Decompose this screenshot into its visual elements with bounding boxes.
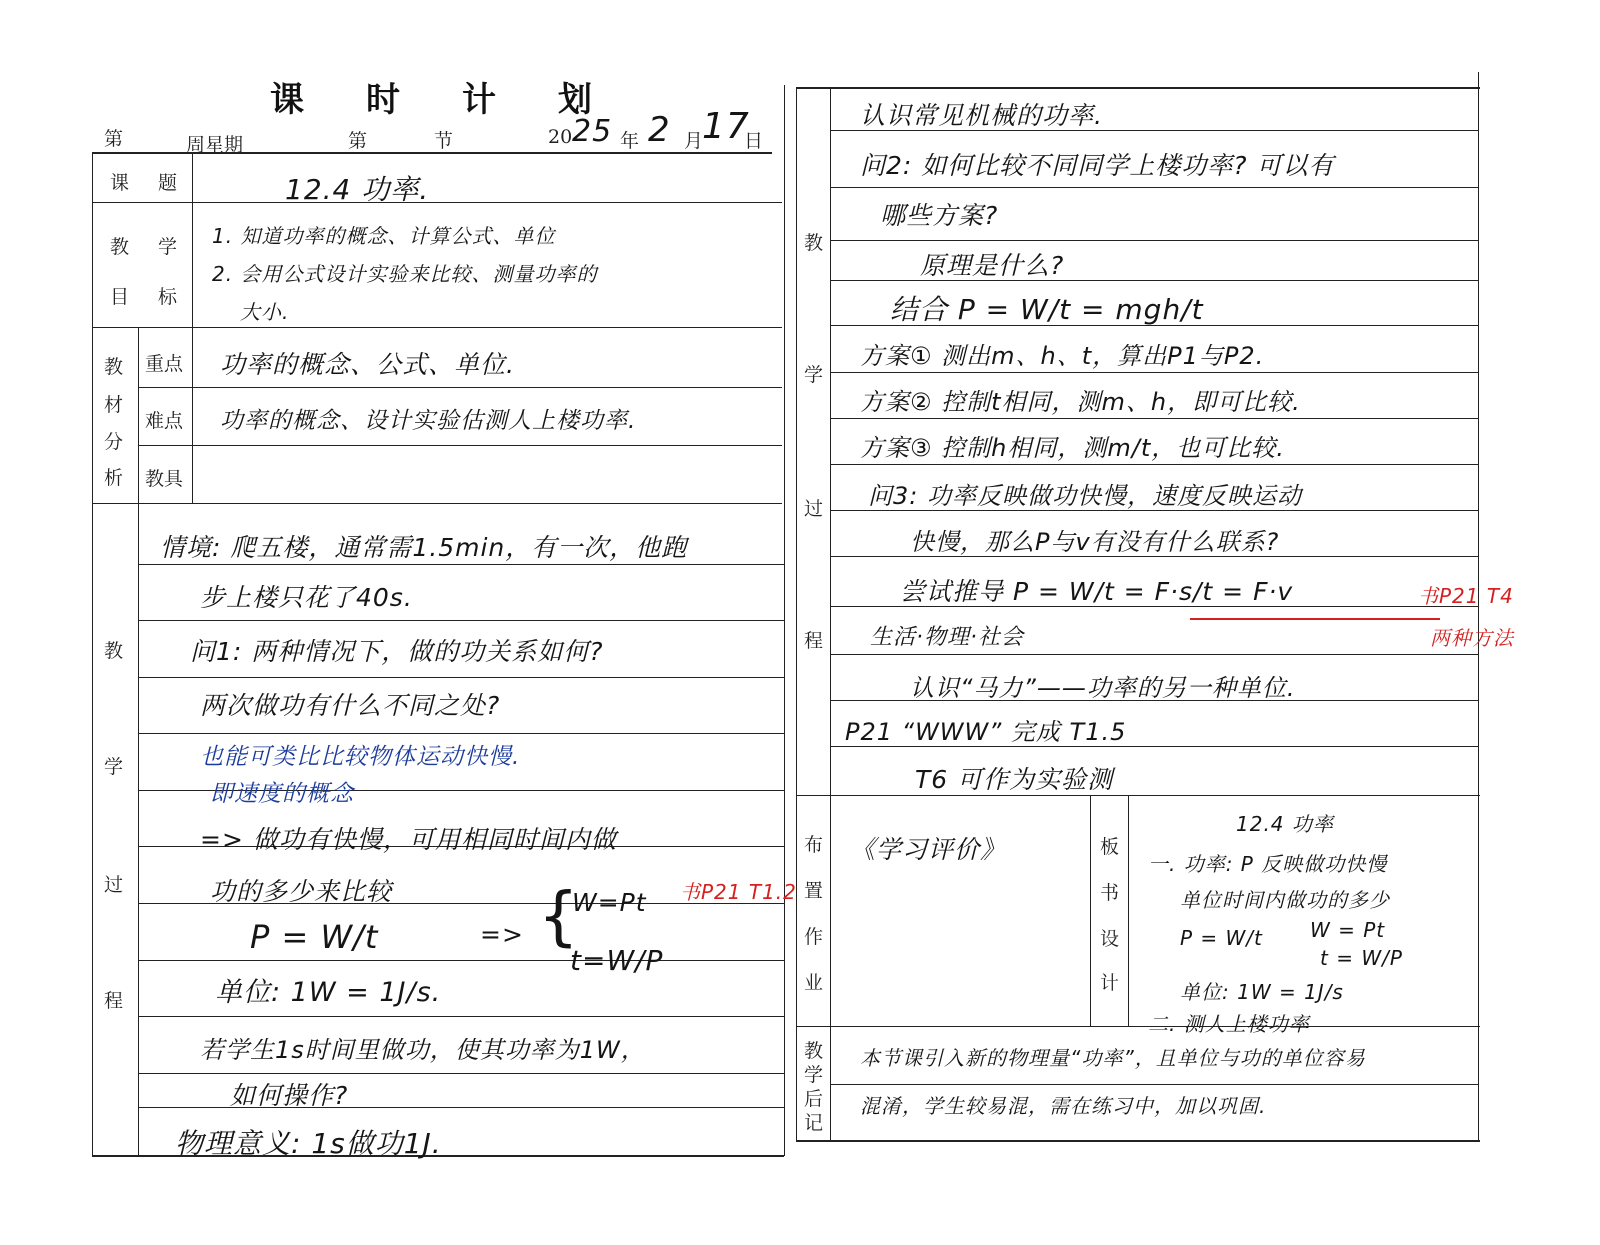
process-line: 步上楼只花了40s. (200, 583, 413, 612)
rule (830, 325, 1478, 326)
rule (830, 87, 831, 1140)
topic-value: 12.4 功率. (285, 173, 430, 206)
r-process-label: 学 (804, 364, 824, 386)
rule (92, 152, 93, 1156)
rule (138, 387, 782, 388)
rule (1478, 72, 1479, 1140)
homework-label: 业 (804, 972, 824, 994)
objective-line: 2. 会用公式设计实验来比较、测量功率的 (212, 262, 598, 286)
rule (138, 960, 784, 961)
board-line: 12.4 功率 (1236, 812, 1334, 836)
objectives-label: 教 (110, 236, 130, 258)
reflection-label: 教 (804, 1040, 824, 1062)
rule (796, 1140, 1480, 1142)
r-line: 尝试推导 P = W/t = F·s/t = F·v (900, 577, 1294, 606)
header-jie: 节 (434, 130, 454, 152)
r-line: 结合 P = W/t = mgh/t (890, 293, 1204, 326)
rule (830, 464, 1478, 465)
title-char: 计 (462, 80, 498, 120)
reflection-label: 学 (804, 1064, 824, 1086)
board-line: t = W/P (1320, 946, 1403, 970)
rule (92, 503, 782, 504)
header-month-hw: 2 (648, 110, 671, 150)
board-line: P = W/t (1180, 926, 1263, 950)
header-week: 周星期 (186, 134, 244, 156)
homework-label: 布 (804, 834, 824, 856)
formula-w: W=Pt (572, 888, 647, 917)
objective-line: 大小. (240, 300, 290, 324)
rule (830, 240, 1478, 241)
title-char: 时 (366, 80, 402, 120)
rule (92, 152, 772, 154)
key-value: 功率的概念、公式、单位. (220, 350, 515, 379)
reflection-line: 本节课引入新的物理量“功率”，且单位与功的单位容易 (860, 1046, 1366, 1070)
process-label: 教 (104, 640, 124, 662)
r-line: T6 可作为实验测 (915, 765, 1114, 794)
rule (192, 152, 193, 504)
objectives-label: 标 (158, 286, 178, 308)
difficulty-value: 功率的概念、设计实验估测人上楼功率. (220, 408, 637, 434)
red-note: 两种方法 (1430, 626, 1514, 650)
title-char: 划 (558, 80, 594, 120)
r-line: 快慢，那么P与v有没有什么联系? (910, 528, 1280, 556)
board-label: 板 (1100, 836, 1120, 858)
r-line: 认识常见机械的功率. (860, 101, 1103, 130)
objectives-label: 目 (110, 286, 130, 308)
analysis-label: 材 (104, 394, 124, 416)
board-label: 书 (1100, 882, 1120, 904)
process-line: 两次做功有什么不同之处? (200, 691, 501, 720)
r-line: 哪些方案? (880, 201, 999, 230)
formula-p: P = W/t (250, 918, 379, 956)
rule (92, 202, 782, 203)
red-note: 书P21 T1.2 (680, 880, 797, 904)
homework-label: 置 (804, 880, 824, 902)
rule (138, 733, 784, 734)
rule (830, 746, 1478, 747)
analysis-label: 教 (104, 356, 124, 378)
process-line: 若学生1s时间里做功，使其功率为1W， (200, 1036, 646, 1064)
r-line: 方案② 控制t相同，测m、h，即可比较. (860, 388, 1301, 416)
board-line: 单位: 1W = 1J/s (1180, 980, 1344, 1004)
r-line: 方案① 测出m、h、t，算出P1与P2. (860, 342, 1265, 370)
process-line: 问1: 两种情况下，做的功关系如何? (190, 637, 604, 666)
rule (92, 327, 782, 328)
rule (138, 327, 139, 1156)
header-year-prefix: 20 (548, 126, 573, 148)
homework-value: 《学习评价》 (850, 835, 1007, 864)
rule (830, 418, 1478, 419)
rule (138, 677, 784, 678)
rule (138, 445, 782, 446)
rule (784, 85, 785, 1156)
rule (830, 654, 1478, 655)
process-line: 物理意义: 1s做功1J. (175, 1127, 442, 1160)
r-process-label: 过 (804, 498, 824, 520)
rule (830, 372, 1478, 373)
red-underline (1190, 618, 1440, 620)
formula-arrow: => (480, 920, 524, 949)
rule (796, 1026, 1480, 1027)
rule (796, 795, 1480, 796)
key-label: 重点 (145, 353, 184, 375)
rule (830, 510, 1478, 511)
rule (1128, 795, 1129, 1026)
objectives-label: 学 (158, 236, 178, 258)
reflection-label: 后 (804, 1088, 824, 1110)
rule (830, 1084, 1478, 1085)
rule (138, 620, 784, 621)
rule (830, 187, 1478, 188)
title-char: 课 (270, 80, 306, 120)
process-line: 如何操作? (230, 1081, 349, 1110)
header-day-hw: 17 (702, 106, 750, 147)
r-line: 生活·物理·社会 (870, 625, 1024, 650)
process-line: 情境: 爬五楼，通常需1.5min，有一次，他跑 (160, 533, 688, 562)
header-di: 第 (104, 128, 124, 150)
rule (830, 130, 1478, 131)
board-line: 一. 功率: P 反映做功快慢 (1148, 852, 1388, 876)
header-yue: 月 (684, 130, 704, 152)
board-line: 二. 测人上楼功率 (1148, 1012, 1310, 1036)
rule (830, 700, 1478, 701)
analysis-label: 析 (104, 467, 124, 489)
r-process-label: 教 (804, 232, 824, 254)
header-year-hw: 25 (572, 114, 613, 149)
r-process-label: 程 (804, 630, 824, 652)
formula-t: t=W/P (570, 944, 664, 977)
r-line: 问2: 如何比较不同同学上楼功率? 可以有 (860, 151, 1335, 180)
r-line: 方案③ 控制h相同，测m/t，也可比较. (860, 434, 1285, 462)
tools-label: 教具 (145, 468, 184, 490)
reflection-line: 混淆，学生较易混，需在练习中，加以巩固. (860, 1094, 1267, 1118)
analysis-label: 分 (104, 431, 124, 453)
process-line: 功的多少来比较 (210, 877, 393, 906)
r-line: 认识“马力”——功率的另一种单位. (910, 674, 1296, 702)
board-line: 单位时间内做功的多少 (1180, 888, 1390, 912)
board-label: 计 (1100, 972, 1120, 994)
rule (138, 1016, 784, 1017)
page-title (270, 72, 610, 120)
rule (830, 556, 1478, 557)
rule (830, 280, 1478, 281)
blue-annotation: 即速度的概念 (210, 781, 354, 807)
process-label: 学 (104, 756, 124, 778)
board-line: W = Pt (1310, 918, 1386, 942)
difficulty-label: 难点 (145, 410, 184, 432)
header-di2: 第 (348, 130, 368, 152)
reflection-label: 记 (804, 1112, 824, 1134)
process-line: 单位: 1W = 1J/s. (215, 977, 442, 1008)
topic-label-1: 课 (110, 172, 130, 194)
r-line: 原理是什么? (920, 251, 1065, 280)
process-label: 程 (104, 990, 124, 1012)
homework-label: 作 (804, 926, 824, 948)
red-note: 书P21 T4 (1418, 584, 1514, 608)
header-nian: 年 (620, 130, 640, 152)
process-label: 过 (104, 874, 124, 896)
objective-line: 1. 知道功率的概念、计算公式、单位 (212, 224, 556, 248)
rule (138, 1073, 784, 1074)
r-line: 问3: 功率反映做功快慢，速度反映运动 (868, 482, 1302, 510)
header-ri: 日 (744, 130, 764, 152)
rule (1090, 795, 1091, 1026)
topic-label-2: 题 (158, 172, 178, 194)
rule (796, 87, 1480, 89)
rule (830, 606, 1478, 607)
brace: { (538, 880, 580, 954)
rule (138, 564, 784, 565)
process-line: => 做功有快慢，可用相同时间内做 (200, 825, 617, 854)
blue-annotation: 也能可类比比较物体运动快慢. (200, 744, 521, 770)
r-line: P21 “WWW” 完成 T1.5 (845, 718, 1127, 746)
board-label: 设 (1100, 928, 1120, 950)
